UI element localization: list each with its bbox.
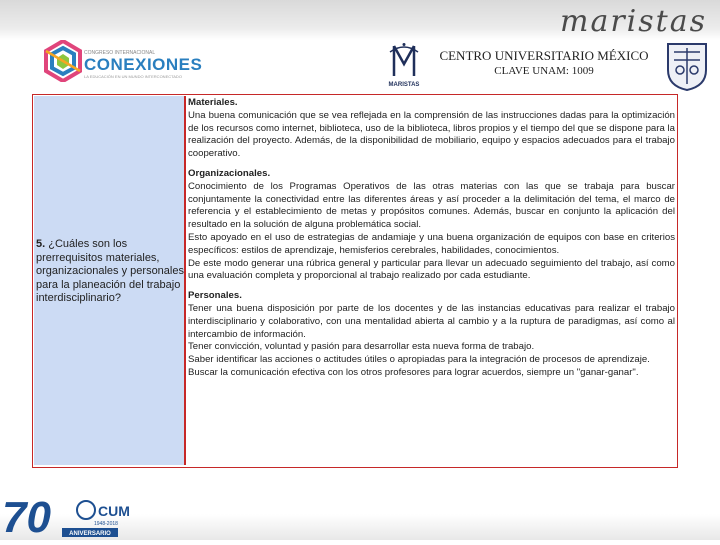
marist-logo <box>386 42 422 90</box>
anniversary-logo <box>0 488 160 540</box>
institution-name: CENTRO UNIVERSITARIO MÉXICO <box>439 48 649 63</box>
paragraph: Buscar la comunicación efectiva con los otros profesores para lograr acuerdos, siempre un "ganar-ganar". <box>188 366 639 378</box>
anniversary-number: 70 <box>2 493 51 540</box>
question-text: ¿Cuáles son los prerrequisitos materiales, organizacionales y personales para la planeación del trabajo interdisciplinario? <box>36 238 184 304</box>
conexiones-logo <box>44 40 203 86</box>
paragraph: Tener convicción, voluntad y pasión para desarrollar esta nueva forma de trabajo. <box>188 341 535 353</box>
paragraph: Conocimiento de los Programas Operativos de las otras materias con las que se trabaja para buscar conjuntamente la conectividad entre las diferentes áreas y así proceder a la delimitación del tema, el marco de referencia y el establecimiento de metas y propósitos comunes. Además, buscar en conjunto la aplicación del resultado en la solución de alguna problemática social. <box>188 180 675 231</box>
marist-emblem-icon <box>386 42 422 90</box>
paragraph: Saber identificar las acciones o actitudes útiles o apropiadas para la integración de procesos de aprendizaje. <box>188 354 650 366</box>
section-title-organizacionales: Organizacionales. <box>188 167 271 179</box>
answer-cell <box>188 97 675 465</box>
paragraph: Una buena comunicación que se vea reflejada en la comprensión de las instrucciones dadas para la optimización de los recursos como internet, biblioteca, uso de la biblioteca, libros propios y el tiempo del que se dispone para la realización del proyecto. Además, de la disponibilidad de mobiliario, equipo y espacios adecuados para el trabajo cooperativo. <box>188 109 675 160</box>
question-number: 5. <box>36 238 46 250</box>
section-title-materiales: Materiales. <box>188 97 238 108</box>
section-title-personales: Personales. <box>188 290 242 302</box>
anniversary-years: 1948-2018 <box>94 521 118 527</box>
content-table <box>32 94 678 468</box>
anniversary-70-icon <box>0 488 160 540</box>
paragraph: Tener una buena disposición por parte de los docentes y de las instancias educativas para realizar el trabajo interdisciplinario y colaborativo, con una mentalidad abierta al cambio y a la ruptura de paradigmas, así como al intercambio de información. <box>188 302 675 340</box>
marist-logo-label: MARISTAS <box>388 82 420 88</box>
paragraph: De este modo generar una rúbrica general y particular para llevar un adecuado seguimiento del trabajo, así como una evaluación completa y proporcional al trabajo realizado por cada estudiante. <box>188 257 675 282</box>
maristas-wordmark: maristas <box>560 4 708 39</box>
unam-crest <box>664 40 710 92</box>
anniversary-label: ANIVERSARIO <box>69 531 111 537</box>
conexiones-hex-icon <box>44 40 82 82</box>
cum-logo-text: CUM <box>98 503 130 519</box>
question-cell <box>34 96 186 465</box>
section-personales <box>188 290 675 380</box>
section-materiales <box>188 97 675 161</box>
crest-icon <box>664 40 710 92</box>
conexiones-subtitle: LA EDUCACIÓN EN UN MUNDO INTERCONECTADO <box>84 74 182 79</box>
conexiones-top-text: CONGRESO INTERNACIONAL <box>84 50 156 56</box>
conexiones-title: CONEXIONES <box>84 55 203 74</box>
question-text-block <box>36 238 184 306</box>
institution-code: CLAVE UNAM: 1009 <box>494 65 594 77</box>
paragraph: Esto apoyado en el uso de estrategias de andamiaje y una buena organización de equipos con base en criterios específicos: estilos de aprendizaje, hemisferios cerebrales, habilidades, conocimientos. <box>188 231 675 256</box>
section-organizacionales <box>188 168 675 283</box>
